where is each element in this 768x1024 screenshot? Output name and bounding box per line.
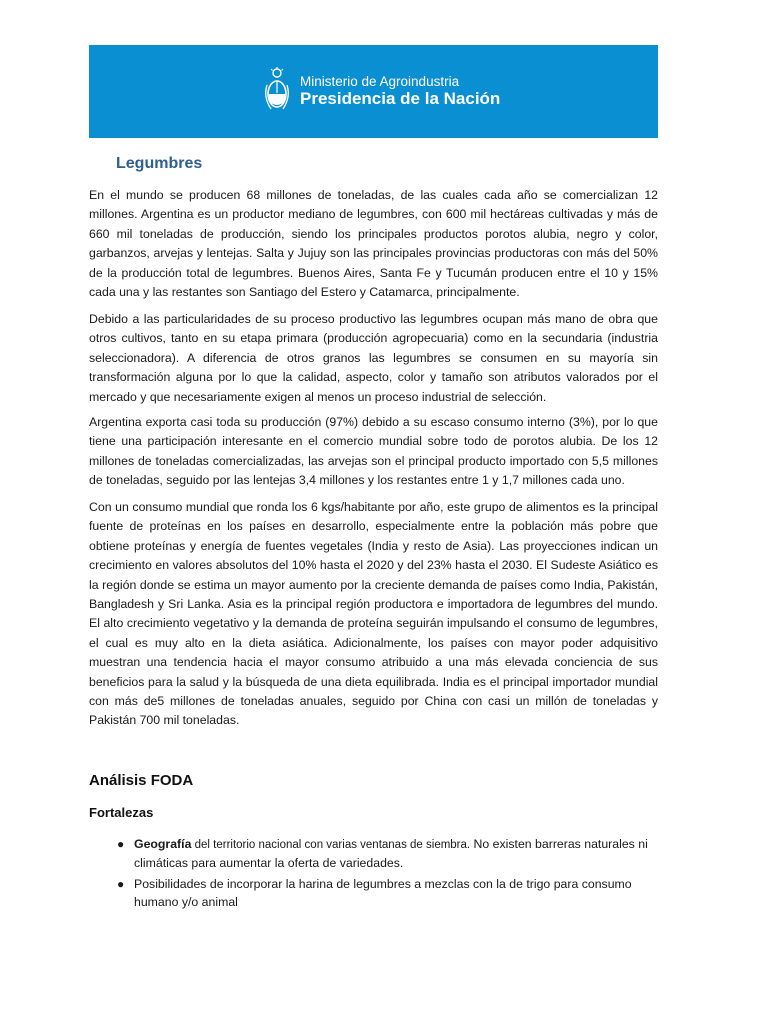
header-banner bbox=[89, 45, 658, 138]
bullet-detail: del territorio nacional con varias ventanas de siembra. bbox=[191, 839, 471, 851]
section-title-foda: Análisis FODA bbox=[89, 772, 194, 789]
paragraph-labor: Debido a las particularidades de su proceso productivo las legumbres ocupan más mano de obra que otros cultivos, tanto en su etapa primara (producción agropecuaria) como en la secundaria (industria seleccionadora). A diferencia de otros granos las legumbres se consumen en su mayoría sin transformación alguna por lo que la calidad, aspecto, color y tamaño son atributos valorados por el mercado y que necesariamente exigen al menos un proceso industrial de selección. bbox=[89, 312, 658, 404]
bullet-rest: No existen barreras naturales ni climáticas para aumentar la oferta de variedades. bbox=[134, 837, 648, 870]
paragraph-consumption: Con un consumo mundial que ronda los 6 kgs/habitante por año, este grupo de alimentos es la principal fuente de proteínas en los países en desarrollo, especialmente entre la población más pobre que obtiene proteínas y energía de fuentes vegetales (India y resto de Asia). Las proyecciones indican un crecimiento en valores absolutos del 10% hasta el 2020 y del 23% hasta el 2030. El Sudeste Asiático es la región donde se estima un mayor aumento por la creciente demanda de países como India, Pakistán, Bangladesh y Sri Lanka. Asia es la principal región productora e importadora de legumbres del mundo. El alto crecimiento vegetativo y la demanda de proteína seguirán impulsando el consumo de legumbres, el cual es muy alto en la dieta asiática. Adicionalmente, los países con mayor poder adquisitivo muestran una tendencia hacia el mayor consumo atribuido a una más elevada conciencia de sus beneficios para la salud y la búsqueda de una dieta equilibrada. India es el principal importador mundial con más de5 millones de toneladas anuales, seguido por China con casi un millón de toneladas y Pakistán 700 mil toneladas. bbox=[89, 500, 658, 728]
presidency-name: Presidencia de la Nación bbox=[300, 89, 501, 108]
national-seal-icon bbox=[265, 67, 289, 113]
bullet-text: Posibilidades de incorporar la harina de legumbres a mezclas con la de trigo para consumo humano y/o animal bbox=[134, 877, 632, 909]
document-title: Legumbres bbox=[116, 155, 203, 172]
list-item bbox=[117, 835, 658, 872]
paragraph-exports: Argentina exporta casi toda su producción (97%) debido a su escaso consumo interno (3%), por lo que tiene una participación interesante en el comercio mundial sobre todo de porotos alubia. De los 12 millones de toneladas comercializadas, las arvejas son el principal producto importado con 5,5 millones de toneladas, seguido por las lentejas 3,4 millones y los restantes entre 1 y 1,7 millones cada uno. bbox=[89, 415, 658, 488]
ministry-name: Ministerio de Agroindustria bbox=[300, 74, 460, 89]
bullet-icon: ● bbox=[117, 877, 125, 891]
strengths-list bbox=[117, 835, 658, 914]
list-item bbox=[117, 875, 658, 911]
subsection-title-strengths: Fortalezas bbox=[89, 805, 154, 820]
bullet-bold-term: Geografía bbox=[134, 837, 192, 851]
bullet-icon: ● bbox=[117, 837, 125, 851]
paragraph-production: En el mundo se producen 68 millones de toneladas, de las cuales cada año se comercializan 12 millones. Argentina es un productor mediano de legumbres, con 600 mil hectáreas cultivadas y más de 660 mil toneladas de producción, siendo los principales productos porotos alubia, negro y color, garbanzos, arvejas y lentejas. Salta y Jujuy son las principales provincias productoras con más del 50% de la producción total de legumbres. Buenos Aires, Santa Fe y Tucumán producen entre el 10 y 15% cada una y las restantes son Santiago del Estero y Catamarca, principalmente. bbox=[89, 188, 658, 300]
